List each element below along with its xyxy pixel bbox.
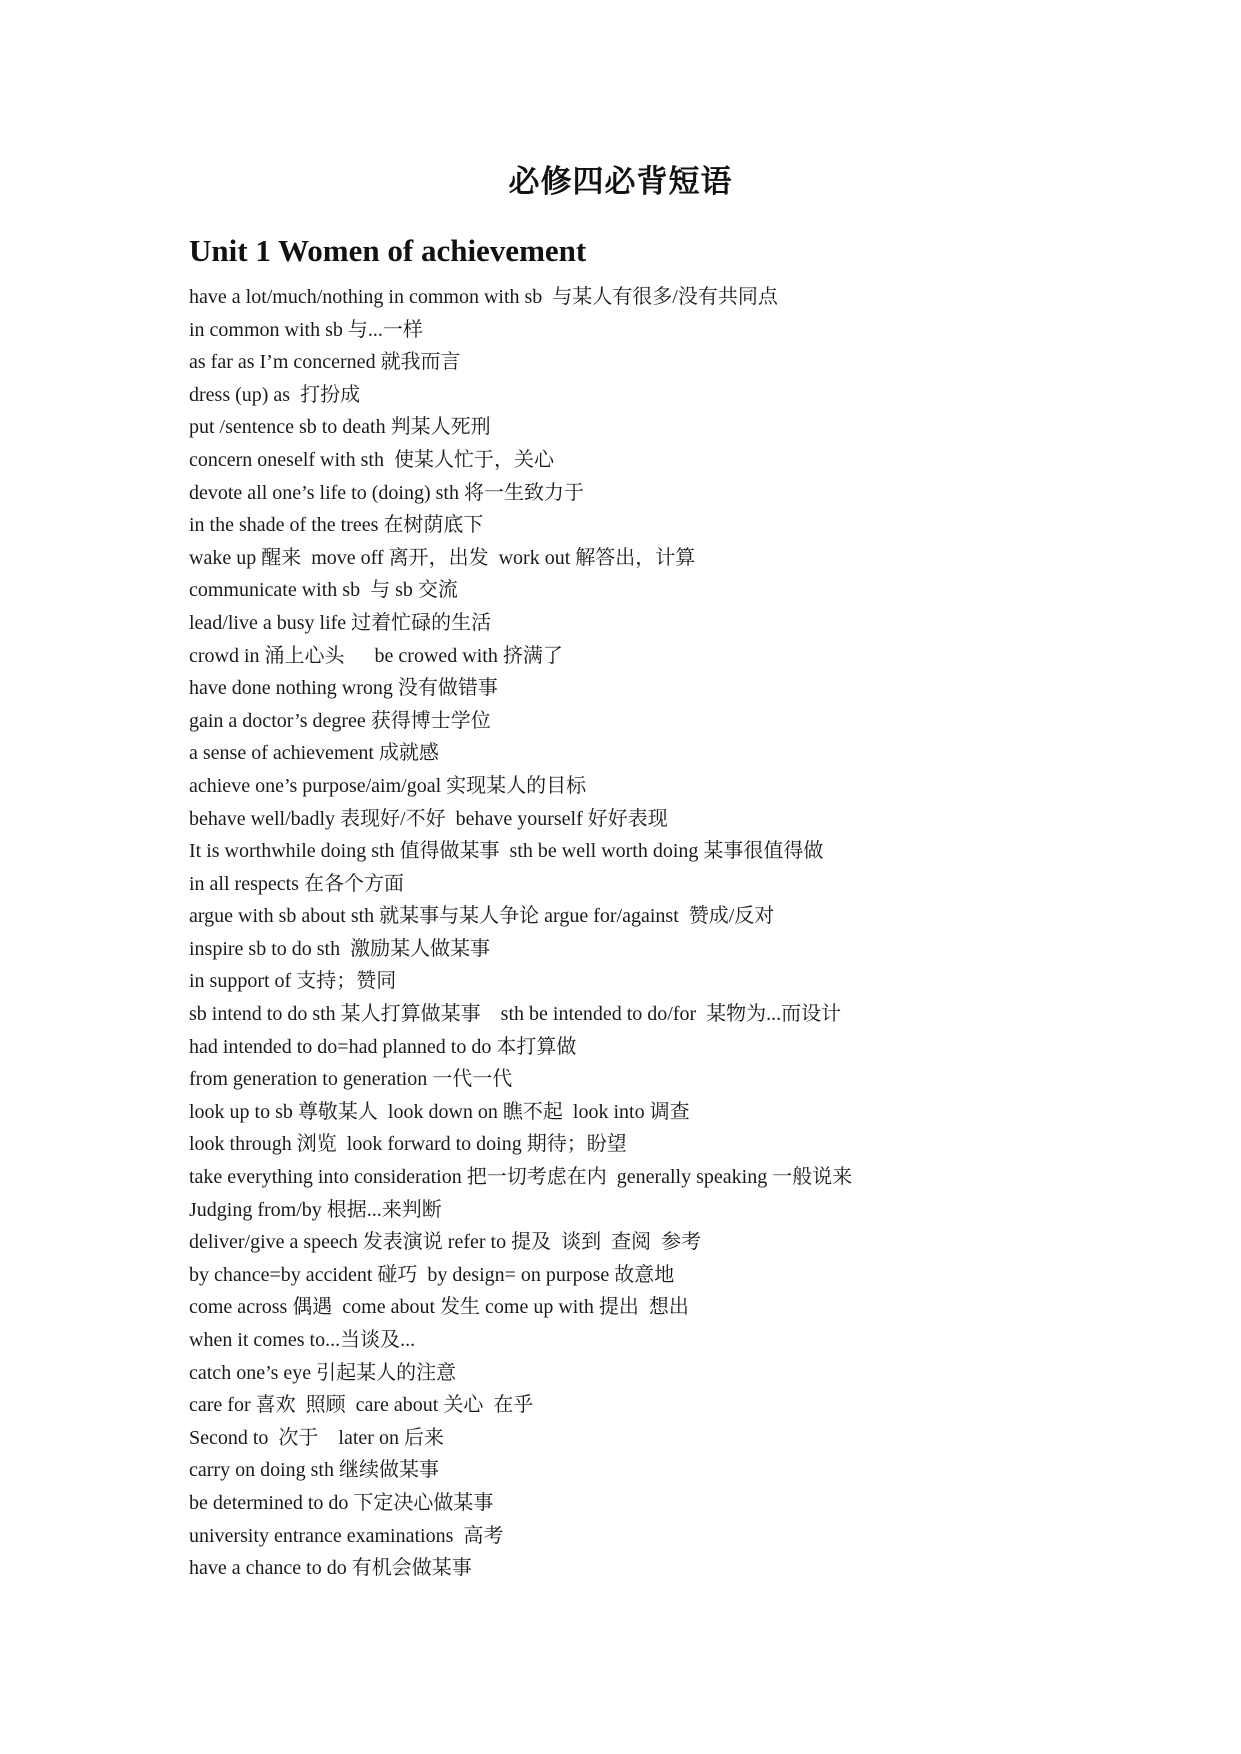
phrase-line: put /sentence sb to death 判某人死刑 bbox=[189, 416, 491, 439]
phrase-line: concern oneself with sth 使某人忙于，关心 bbox=[189, 448, 554, 471]
phrase-line: in support of 支持；赞同 bbox=[189, 970, 397, 993]
phrase-line: in the shade of the trees 在树荫底下 bbox=[189, 514, 484, 537]
phrase-line: care for 喜欢 照顾 care about 关心 在乎 bbox=[189, 1394, 534, 1417]
phrase-line: when it comes to...当谈及... bbox=[189, 1329, 416, 1351]
phrase-line: behave well/badly 表现好/不好 behave yourself 好好表现 bbox=[189, 807, 668, 830]
phrase-line: had intended to do=had planned to do 本打算做 bbox=[189, 1035, 577, 1058]
phrase-line: be determined to do 下定决心做某事 bbox=[189, 1491, 494, 1514]
phrase-line: from generation to generation 一代一代 bbox=[189, 1068, 513, 1091]
phrase-line: devote all one’s life to (doing) sth 将一生致力于 bbox=[189, 481, 584, 504]
phrase-line: a sense of achievement 成就感 bbox=[189, 742, 439, 765]
phrase-line: carry on doing sth 继续做某事 bbox=[189, 1459, 439, 1482]
phrase-line: come across 偶遇 come about 发生 come up with 提出 想出 bbox=[189, 1296, 689, 1319]
phrase-line: take everything into consideration 把一切考虑在内 generally speaking 一般说来 bbox=[189, 1166, 853, 1189]
phrase-line: argue with sb about sth 就某事与某人争论 argue for/against 赞成/反对 bbox=[189, 905, 775, 928]
phrase-line: have done nothing wrong 没有做错事 bbox=[189, 677, 498, 700]
document-title: 必修四必背短语 bbox=[508, 164, 733, 200]
phrase-line: have a lot/much/nothing in common with sb 与某人有很多/没有共同点 bbox=[189, 286, 778, 308]
phrase-line: It is worthwhile doing sth 值得做某事 sth be well worth doing 某事很值得做 bbox=[189, 840, 824, 863]
phrase-list bbox=[189, 281, 852, 1585]
phrase-line: achieve one’s purpose/aim/goal 实现某人的目标 bbox=[189, 774, 587, 797]
phrase-line: in all respects 在各个方面 bbox=[189, 872, 404, 895]
phrase-line: wake up 醒来 move off 离开，出发 work out 解答出，计算 bbox=[189, 546, 696, 569]
phrase-line: as far as I’m concerned 就我而言 bbox=[189, 351, 461, 374]
phrase-line: by chance=by accident 碰巧 by design= on purpose 故意地 bbox=[189, 1263, 675, 1286]
phrase-line: crowd in 涌上心头 be crowed with 挤满了 bbox=[189, 644, 563, 667]
phrase-line: look through 浏览 look forward to doing 期待；盼望 bbox=[189, 1133, 627, 1156]
phrase-line: communicate with sb 与 sb 交流 bbox=[189, 579, 458, 602]
phrase-line: Second to 次于 later on 后来 bbox=[189, 1426, 444, 1449]
phrase-line: have a chance to do 有机会做某事 bbox=[189, 1557, 472, 1580]
phrase-line: in common with sb 与...一样 bbox=[189, 318, 423, 341]
phrase-line: lead/live a busy life 过着忙碌的生活 bbox=[189, 611, 492, 634]
phrase-line: inspire sb to do sth 激励某人做某事 bbox=[189, 937, 491, 960]
phrase-line: deliver/give a speech 发表演说 refer to 提及 谈到 查阅 参考 bbox=[189, 1231, 702, 1254]
unit-heading: Unit 1 Women of achievement bbox=[189, 233, 587, 268]
phrase-line: look up to sb 尊敬某人 look down on 瞧不起 look into 调查 bbox=[189, 1100, 690, 1123]
phrase-line: Judging from/by 根据...来判断 bbox=[189, 1198, 442, 1221]
phrase-line: university entrance examinations 高考 bbox=[189, 1524, 504, 1547]
phrase-line: sb intend to do sth 某人打算做某事 sth be intended to do/for 某物为...而设计 bbox=[189, 1003, 842, 1026]
phrase-line: gain a doctor’s degree 获得博士学位 bbox=[189, 709, 491, 732]
phrase-line: dress (up) as 打扮成 bbox=[189, 383, 361, 406]
phrase-line: catch one’s eye 引起某人的注意 bbox=[189, 1361, 457, 1384]
